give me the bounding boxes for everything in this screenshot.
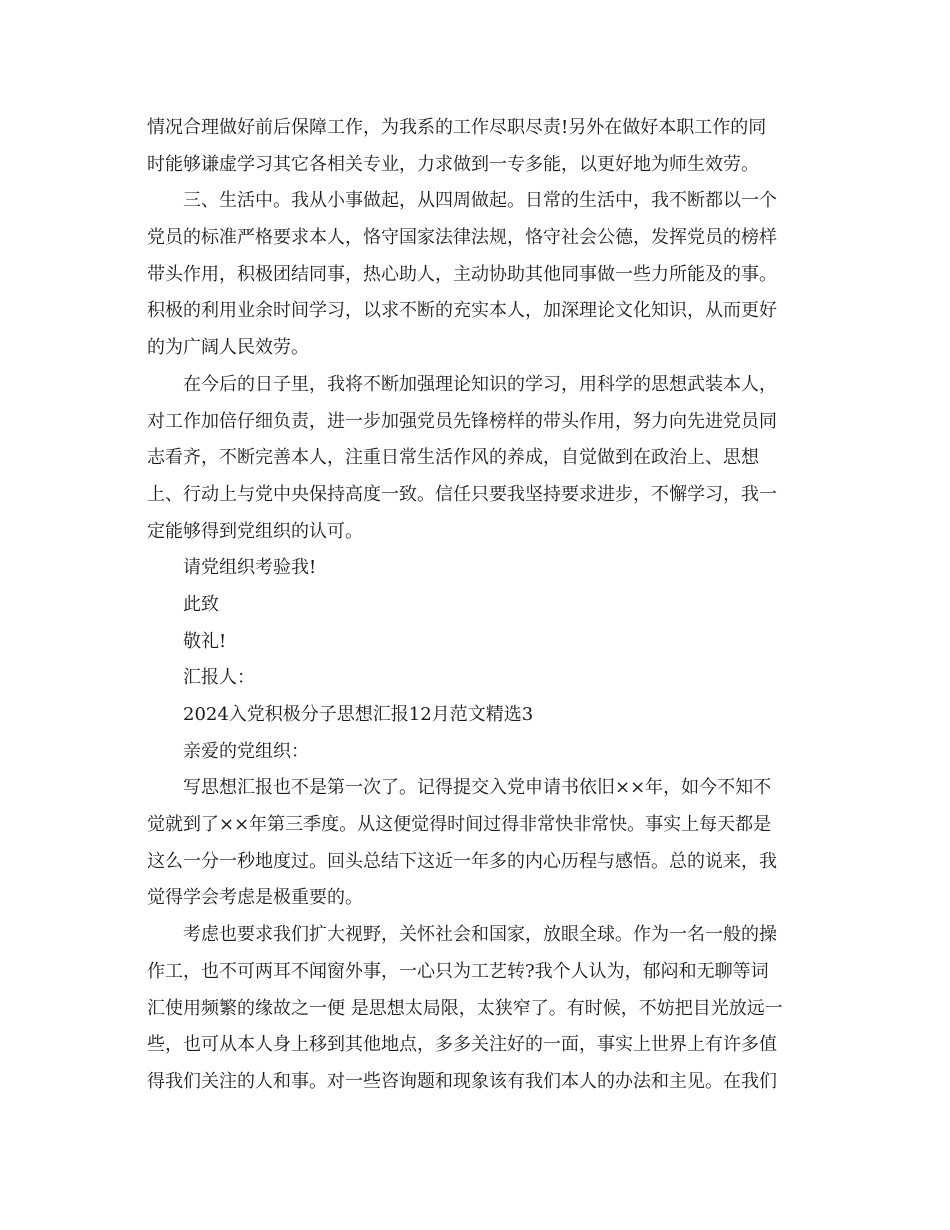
text-line: 2024入党积极分子思想汇报12月范文精选3 <box>183 704 534 725</box>
text-line: 些，也可从本人身上移到其他地点，多多关注好的一面，事实上世界上有许多值 <box>147 1034 777 1056</box>
text-line: 对工作加倍仔细负责，进一步加强党员先锋榜样的带头作用，努力向先进党员同 <box>147 410 777 432</box>
document-body <box>147 110 807 1101</box>
text-line: 带头作用，积极团结同事，热心助人，主动协助其他同事做一些力所能及的事。 <box>147 263 777 285</box>
text-line: 考虑也要求我们扩大视野，关怀社会和国家，放眼全球。作为一名一般的操 <box>183 924 777 946</box>
text-line: 汇报人： <box>183 667 255 689</box>
text-line: 三、生活中。我从小事做起，从四周做起。日常的生活中，我不断都以一个 <box>183 190 777 212</box>
text-line: 定能够得到党组织的认可。 <box>147 520 363 542</box>
text-line: 作工，也不可两耳不闻窗外事，一心只为工艺转?我个人认为，郁闷和无聊等词 <box>147 960 769 982</box>
text-line: 写思想汇报也不是第一次了。记得提交入党申请书依旧××年，如今不知不 <box>183 777 772 799</box>
text-line: 敬礼! <box>183 630 227 652</box>
text-line: 时能够谦虚学习其它各相关专业，力求做到一专多能，以更好地为师生效劳。 <box>147 153 759 175</box>
text-line: 在今后的日子里，我将不断加强理论知识的学习，用科学的思想武装本人， <box>183 373 777 395</box>
text-line: 党员的标准严格要求本人，恪守国家法律法规，恪守社会公德，发挥党员的榜样 <box>147 227 777 249</box>
text-line: 的为广阔人民效劳。 <box>147 337 309 359</box>
text-line: 得我们关注的人和事。对一些咨询题和现象该有我们本人的办法和主见。在我们 <box>147 1070 777 1092</box>
text-line: 此致 <box>183 593 219 615</box>
text-line: 请党组织考验我! <box>183 557 317 579</box>
text-line: 亲爱的党组织： <box>183 740 309 762</box>
text-line: 积极的利用业余时间学习，以求不断的充实本人，加深理论文化知识，从而更好 <box>147 300 777 322</box>
text-line: 这么一分一秒地度过。回头总结下这近一年多的内心历程与感悟。总的说来，我 <box>147 850 777 872</box>
text-line: 汇使用频繁的缘故之一便 是思想太局限，太狭窄了。有时候，不妨把目光放远一 <box>147 997 783 1019</box>
text-line: 觉得学会考虑是极重要的。 <box>147 887 363 909</box>
text-line: 情况合理做好前后保障工作，为我系的工作尽职尽责!另外在做好本职工作的同 <box>147 117 767 138</box>
text-line: 志看齐，不断完善本人，注重日常生活作风的养成，自觉做到在政治上、思想 <box>147 447 759 469</box>
text-line: 上、行动上与党中央保持高度一致。信任只要我坚持要求进步，不懈学习，我一 <box>147 483 777 505</box>
text-line: 觉就到了××年第三季度。从这便觉得时间过得非常快非常快。事实上每天都是 <box>147 814 772 836</box>
